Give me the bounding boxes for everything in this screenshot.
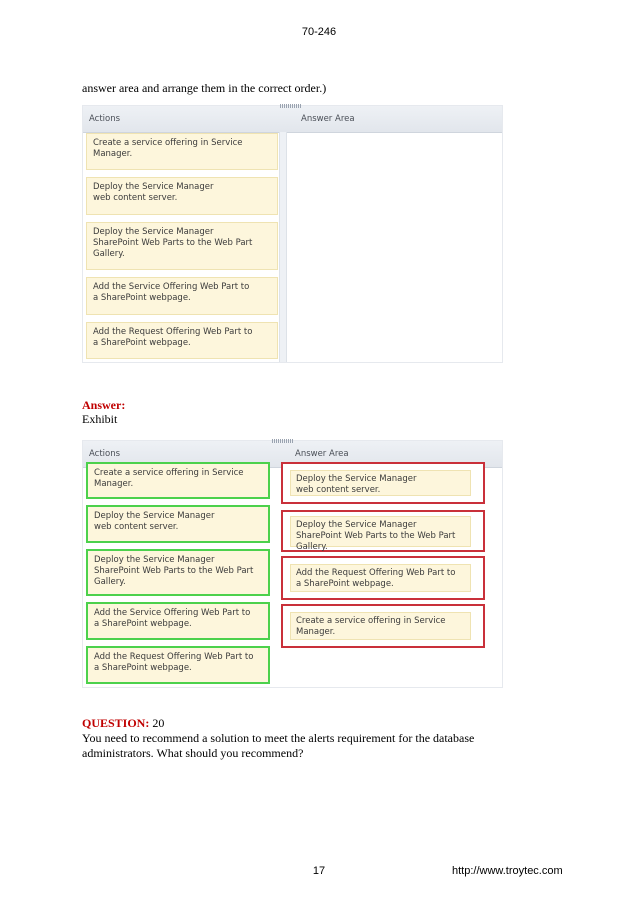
- answer-area-column-title: Answer Area: [295, 449, 349, 459]
- answer-card[interactable]: Add the Request Offering Web Part to a SharePoint webpage.: [290, 564, 471, 592]
- action-card[interactable]: Deploy the Service Manager web content server.: [86, 177, 278, 215]
- exhibit-label: Exhibit: [82, 412, 118, 426]
- drag-grip[interactable]: [272, 439, 294, 443]
- action-card[interactable]: Add the Request Offering Web Part to a SharePoint webpage.: [86, 646, 270, 684]
- drag-grip[interactable]: [280, 104, 302, 108]
- actions-column-title: Actions: [89, 114, 121, 124]
- page-number: 17: [312, 865, 326, 877]
- action-card[interactable]: Create a service offering in Service Manager.: [86, 133, 278, 170]
- action-card[interactable]: Add the Service Offering Web Part to a SharePoint webpage.: [86, 602, 270, 640]
- exhibit-question-panel: [82, 105, 503, 363]
- answer-card[interactable]: Deploy the Service Manager web content server.: [290, 470, 471, 496]
- answer-slot-1[interactable]: [281, 462, 485, 504]
- action-card[interactable]: Deploy the Service Manager SharePoint Web Parts to the Web Part Gallery.: [86, 222, 278, 270]
- action-card[interactable]: Add the Request Offering Web Part to a SharePoint webpage.: [86, 322, 278, 359]
- question-heading: [82, 716, 164, 731]
- action-card[interactable]: Create a service offering in Service Manager.: [86, 462, 270, 499]
- footer-url[interactable]: http://www.troytec.com: [452, 865, 563, 877]
- answer-area-column-title: Answer Area: [301, 114, 355, 124]
- action-card[interactable]: Deploy the Service Manager web content server.: [86, 505, 270, 543]
- actions-column-title: Actions: [89, 449, 121, 459]
- action-card[interactable]: Deploy the Service Manager SharePoint Web Parts to the Web Part Gallery.: [86, 549, 270, 596]
- exhibit-answer-panel: [82, 440, 503, 688]
- page-header-code: 70-246: [301, 26, 337, 38]
- column-divider[interactable]: [279, 132, 287, 362]
- panel-header: [83, 106, 502, 133]
- answer-slot-3[interactable]: [281, 556, 485, 600]
- intro-text: answer area and arrange them in the correct order.): [82, 81, 327, 95]
- answer-card[interactable]: Create a service offering in Service Manager.: [290, 612, 471, 640]
- question-number: 20: [152, 716, 165, 730]
- question-label: QUESTION:: [82, 716, 150, 730]
- answer-slot-2[interactable]: [281, 510, 485, 552]
- answer-card[interactable]: Deploy the Service Manager SharePoint Web Parts to the Web Part Gallery.: [290, 516, 471, 547]
- answer-slot-4[interactable]: [281, 604, 485, 648]
- answer-label: Answer:: [82, 398, 126, 412]
- question-text: You need to recommend a solution to meet the alerts requirement for the database administrators. What should you recommend?: [82, 731, 475, 760]
- action-card[interactable]: Add the Service Offering Web Part to a SharePoint webpage.: [86, 277, 278, 315]
